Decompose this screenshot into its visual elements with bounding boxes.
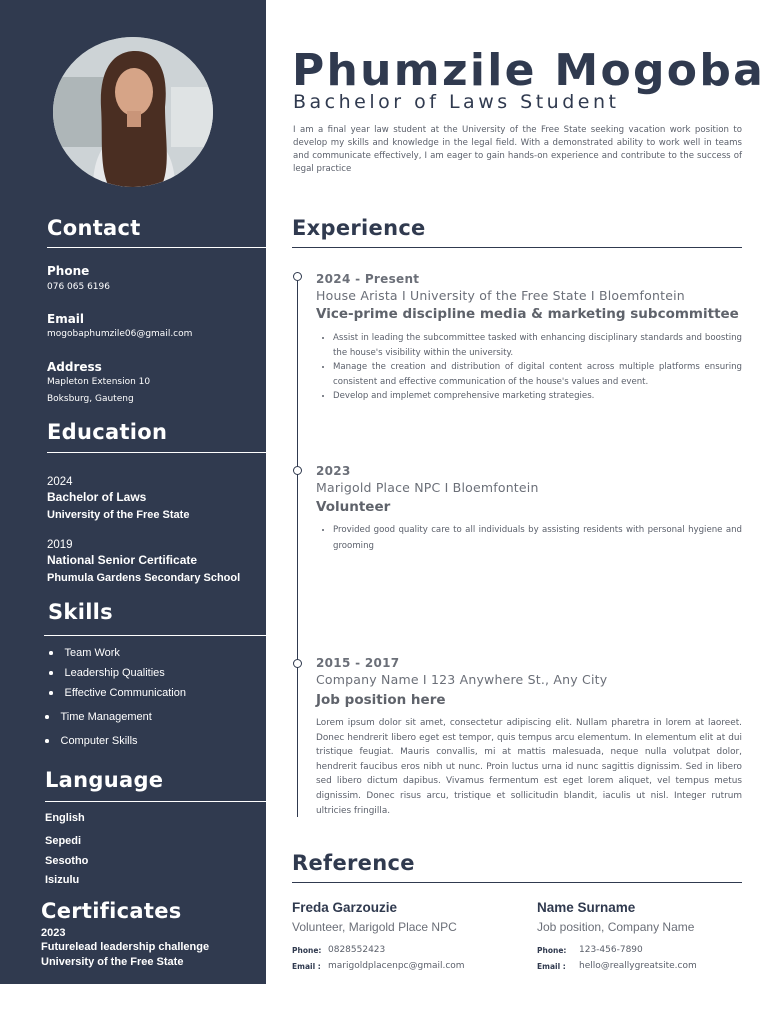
experience-heading: Experience xyxy=(292,216,426,240)
email-label: Email xyxy=(47,312,85,326)
skill-item xyxy=(45,735,138,747)
education-school: University of the Free State xyxy=(47,509,190,521)
bullet-icon xyxy=(45,739,49,743)
skill-item xyxy=(49,667,165,679)
experience-organization: House Arista I University of the Free State I Bloemfontein xyxy=(316,288,685,303)
timeline-dot-icon xyxy=(293,466,302,475)
skill-label: Time Management xyxy=(60,711,152,723)
reference-name: Name Surname xyxy=(537,900,636,915)
skill-item xyxy=(49,647,120,659)
reference-position: Job position, Company Name xyxy=(537,920,695,934)
experience-date: 2015 - 2017 xyxy=(316,656,400,670)
experience-organization: Marigold Place NPC I Bloemfontein xyxy=(316,480,539,495)
education-degree: Bachelor of Laws xyxy=(47,490,147,504)
reference-phone: 0828552423 xyxy=(328,945,386,955)
experience-role: Job position here xyxy=(316,692,446,708)
bullet-icon xyxy=(49,691,53,695)
reference-name: Freda Garzouzie xyxy=(292,900,398,915)
language-item: Sesotho xyxy=(45,855,89,867)
bullet-icon xyxy=(45,715,49,719)
skill-label: Leadership Qualities xyxy=(64,667,165,679)
skills-heading: Skills xyxy=(48,600,113,624)
skill-item xyxy=(45,711,152,723)
address-label: Address xyxy=(47,360,102,374)
reference-email-label: Email : xyxy=(537,962,566,971)
profile-photo-image xyxy=(53,37,213,187)
language-item: Sepedi xyxy=(45,835,82,847)
phone-value: 076 065 6196 xyxy=(47,282,110,292)
timeline-line xyxy=(297,281,298,817)
certificates-heading: Certificates xyxy=(41,899,182,923)
profile-summary: I am a final year law student at the University of the Free State seeking vacation work position to develop my skills and knowledge in the legal field. With a demonstrated ability to work well in teams and communicate effectively, I am eager to gain hands-on experience and contribute to the success of legal practice xyxy=(293,125,742,174)
address-line-1: Mapleton Extension 10 xyxy=(47,377,151,387)
education-school: Phumula Gardens Secondary School xyxy=(47,572,241,584)
education-year: 2024 xyxy=(47,476,73,488)
skill-label: Team Work xyxy=(64,647,120,659)
phone-label: Phone xyxy=(47,264,90,278)
experience-role: Vice-prime discipline media & marketing subcommittee xyxy=(316,306,739,322)
contact-heading: Contact xyxy=(47,216,141,240)
reference-email: marigoldplacenpc@gmail.com xyxy=(328,961,465,971)
timeline-dot-icon xyxy=(293,659,302,668)
candidate-title: Bachelor of Laws Student xyxy=(293,91,620,113)
language-item: English xyxy=(45,812,85,824)
skill-label: Computer Skills xyxy=(60,735,138,747)
language-item: Isizulu xyxy=(45,874,80,886)
certificate-issuer: University of the Free State xyxy=(41,956,184,968)
skills-divider xyxy=(44,635,266,636)
skill-label: Effective Communication xyxy=(64,687,186,699)
education-degree: National Senior Certificate xyxy=(47,553,198,567)
email-value: mogobaphumzile06@gmail.com xyxy=(47,329,193,339)
candidate-name: Phumzile Mogoba xyxy=(292,45,766,96)
reference-email-label: Email : xyxy=(292,962,321,971)
experience-date: 2024 - Present xyxy=(316,272,420,286)
education-heading: Education xyxy=(47,420,168,444)
reference-phone: 123-456-7890 xyxy=(579,945,643,955)
address-line-2: Boksburg, Gauteng xyxy=(47,394,134,404)
reference-heading: Reference xyxy=(292,851,415,875)
certificate-year: 2023 xyxy=(41,927,66,939)
experience-bullet: • Assist in leading the subcommittee tasked with enhancing disciplinary standards and boosting the house's visibility within the university. xyxy=(333,331,742,360)
reference-email: hello@reallygreatsite.com xyxy=(579,961,697,971)
experience-role: Volunteer xyxy=(316,499,391,515)
reference-position: Volunteer, Marigold Place NPC xyxy=(292,920,457,934)
reference-phone-label: Phone: xyxy=(537,946,567,955)
bullet-icon xyxy=(49,651,53,655)
experience-organization: Company Name I 123 Anywhere St., Any City xyxy=(316,672,608,687)
experience-divider xyxy=(292,247,742,248)
certificate-name: Futurelead leadership challenge xyxy=(41,941,210,953)
education-divider xyxy=(47,452,266,453)
experience-description: Lorem ipsum dolor sit amet, consectetur adipiscing elit. Nullam pharetra in lorem at laoreet. Donec hendrerit libero eget est tempor, quis tempus arcu elementum. In elementum elit at dui tristique feugiat. Mauris convallis, mi at mattis malesuada, neque nulla volutpat dolor, hendrerit faucibus eros nibh ut nunc. Proin luctus urna id nunc sagittis dignissim. Sed in libero sed libero dictum dapibus. Vivamus fermentum est eget lorem aliquet, vel tempus metus dignissim. Donec risus arcu, tristique et sollicitudin blandit, iaculis ut nisl. Integer rutrum ultricies fringilla. xyxy=(316,718,742,816)
timeline-dot-icon xyxy=(293,272,302,281)
experience-bullets xyxy=(333,331,742,404)
education-year: 2019 xyxy=(47,539,73,551)
language-divider xyxy=(45,801,266,802)
reference-phone-label: Phone: xyxy=(292,946,322,955)
experience-bullet: • Develop and implemet comprehensive marketing strategies. xyxy=(333,389,742,404)
bullet-icon xyxy=(49,671,53,675)
profile-photo xyxy=(53,37,213,187)
skill-item xyxy=(49,687,186,699)
experience-date: 2023 xyxy=(316,464,351,478)
language-heading: Language xyxy=(45,768,164,792)
experience-bullets xyxy=(333,523,742,554)
contact-divider xyxy=(47,247,266,248)
sidebar xyxy=(0,0,266,984)
experience-bullet: • Provided good quality care to all individuals by assisting residents with personal hygiene and grooming xyxy=(333,523,742,554)
experience-bullet: • Manage the creation and distribution of digital content across multiple platforms ensuring consistent and effective communication of the house's values and event. xyxy=(333,360,742,389)
reference-divider xyxy=(292,882,742,883)
